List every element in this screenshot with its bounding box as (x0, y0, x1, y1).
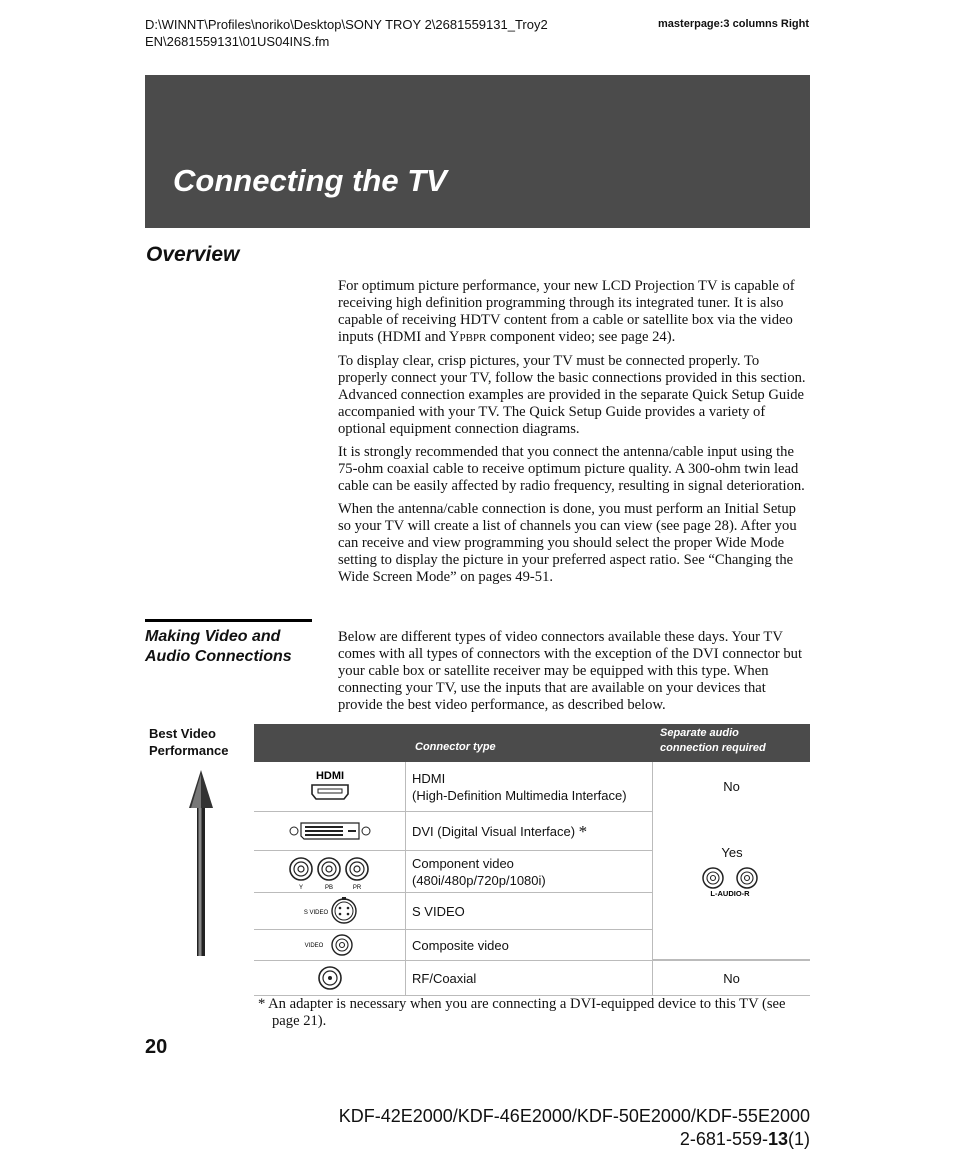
dvi-description: DVI (Digital Visual Interface) * (412, 821, 588, 841)
overview-heading: Overview (146, 243, 240, 266)
model-footer (339, 1105, 810, 1151)
overview-paragraph-4: When the antenna/cable connection is done, you must perform an Initial Setup so your TV will create a list of channels you can view (see page 28). After you can receive and view programming you should select the proper Wide Mode setting to display the picture in your preferred aspect ratio. See “Changing the Wide Screen Mode” on pages 49-51. (338, 501, 797, 585)
table-row (254, 762, 810, 812)
component-video-icon (254, 851, 406, 892)
dvi-connector-icon (254, 812, 406, 850)
hdmi-description: HDMI (High-Definition Multimedia Interface) (412, 770, 627, 803)
composite-description: Composite video (412, 937, 509, 953)
footnote-marker: * (578, 821, 588, 841)
yes-label: Yes (721, 845, 743, 860)
svg-text:VIDEO: VIDEO (304, 943, 323, 949)
s-video-icon (254, 893, 406, 929)
header-connector-type: Connector type (415, 741, 496, 753)
overview-paragraph-2: To display clear, crisp pictures, your TV must be connected properly. To properly connect your TV, follow the basic connections provided in this section. Advanced connection examples are provided in the separate Quick Setup Guide accompanied with your TV. The Quick Setup Guide provides a variety of optional equipment connection diagrams. (338, 353, 806, 437)
masterpage-label: masterpage:3 columns Right (658, 18, 809, 30)
header-separate-audio: Separate audio connection required (660, 727, 766, 754)
hdmi-connector-icon (254, 762, 406, 811)
connector-table (254, 724, 810, 996)
yes-audio-cell (652, 811, 810, 960)
rf-coaxial-icon (254, 961, 406, 995)
s-video-description: S VIDEO (412, 903, 465, 919)
audio-jacks-icon (701, 867, 763, 897)
section-intro: Below are different types of video connectors available these days. Your TV comes with all types of connectors with the exception of the DVI connector but your cable box or satellite receiver may be equipped with this type. When connecting your TV, use the inputs that are available on your devices that provide the best video performance, as described below. (338, 629, 803, 713)
file-path-line1: D:\WINNT\Profiles\noriko\Desktop\SONY TROY 2\2681559131_Troy2 (145, 17, 548, 32)
svg-text:L-AUDIO-R: L-AUDIO-R (710, 889, 750, 897)
svg-text:HDMI: HDMI (315, 769, 344, 782)
footnote: * An adapter is necessary when you are connecting a DVI-equipped device to this TV (see page 21). (258, 996, 786, 1029)
rf-description: RF/Coaxial (412, 970, 477, 986)
overview-body (338, 278, 810, 592)
rf-audio-required: No (652, 961, 810, 995)
model-numbers: KDF-42E2000/KDF-46E2000/KDF-50E2000/KDF-55E2000 (338, 1106, 810, 1126)
title-banner (145, 75, 810, 228)
table-row (254, 961, 810, 996)
best-video-label: Best Video Performance (149, 726, 229, 758)
section-rule (145, 619, 312, 622)
table-header (254, 724, 810, 762)
component-description: Component video (480i/480p/720p/1080i) (412, 855, 546, 888)
hdmi-audio-required: No (652, 762, 810, 811)
section-heading: Making Video and Audio Connections (145, 628, 292, 665)
svg-text:S VIDEO: S VIDEO (303, 910, 328, 916)
document-code: 2-681-559-13(1) (679, 1129, 810, 1149)
file-path (145, 16, 548, 50)
page-number: 20 (145, 1036, 168, 1058)
overview-paragraph-1: For optimum picture performance, your new LCD Projection TV is capable of receiving high definition programming through its integrated tuner. It is also capable of receiving HDTV content from a cable or satellite box via the video inputs (HDMI and YPBPR component video; see page 24). (338, 278, 795, 345)
page-title: Connecting the TV (173, 163, 447, 198)
file-path-line2: EN\2681559131\01US04INS.fm (145, 34, 330, 49)
overview-paragraph-3: It is strongly recommended that you connect the antenna/cable input using the 75-ohm coaxial cable to receive optimum picture quality. A 300-ohm twin lead cable can be easily affected by radio frequency, resulting in signal deterioration. (338, 444, 805, 494)
performance-arrow-icon (189, 770, 213, 956)
svg-text:PR: PR (352, 884, 361, 891)
svg-text:PB: PB (324, 884, 333, 891)
composite-video-icon (254, 930, 406, 960)
svg-text:Y: Y (298, 884, 303, 891)
